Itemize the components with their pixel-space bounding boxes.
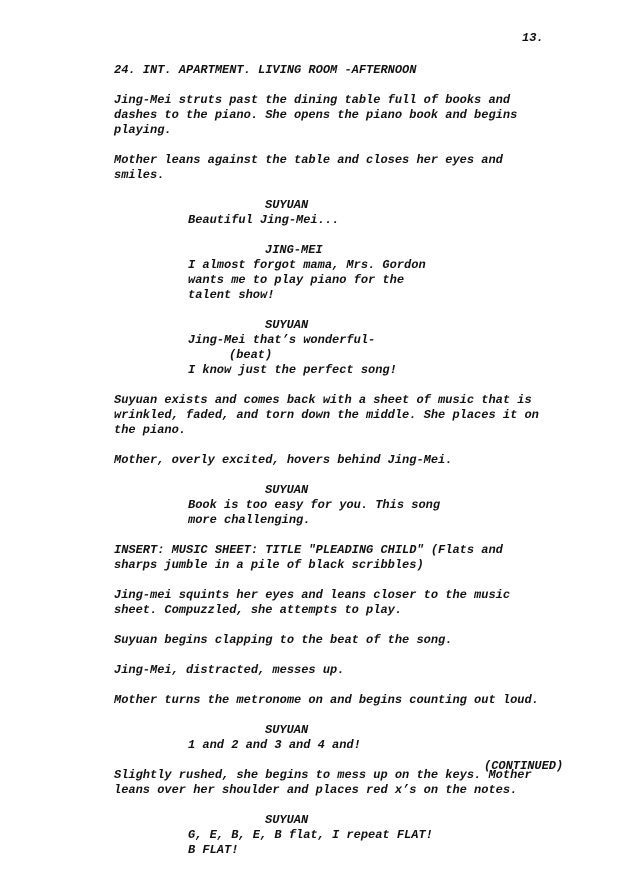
action-line: Mother turns the metronome on and begins counting out loud.	[114, 693, 539, 707]
action-line: Jing-Mei struts past the dining table full of books and dashes to the piano. She opens the piano book and begins playing.	[114, 93, 518, 137]
character-cue: SUYUAN	[265, 198, 309, 212]
parenthetical: (beat)	[229, 348, 273, 362]
dialogue: I almost forgot mama, Mrs. Gordon wants me to play piano for the talent show!	[188, 258, 426, 302]
dialogue: Jing-Mei that’s wonderful-	[188, 333, 376, 347]
character-cue: SUYUAN	[265, 483, 309, 497]
action-line: Mother leans against the table and closes her eyes and smiles.	[114, 153, 503, 182]
action-line: Mother, overly excited, hovers behind Jing-Mei.	[114, 453, 453, 467]
page-number: 13.	[522, 31, 544, 45]
action-line: Suyuan exists and comes back with a sheet of music that is wrinkled, faded, and torn down the middle. She places it on the piano.	[114, 393, 539, 437]
dialogue: Beautiful Jing-Mei...	[188, 213, 340, 227]
continued-marker: (CONTINUED)	[484, 759, 564, 773]
script-content	[114, 63, 574, 873]
character-cue: SUYUAN	[265, 813, 309, 827]
scene-heading: 24. INT. APARTMENT. LIVING ROOM -AFTERNOON	[114, 63, 417, 77]
dialogue: 1 and 2 and 3 and 4 and!	[188, 738, 361, 752]
dialogue: G, E, B, E, B flat, I repeat FLAT! B FLAT!	[188, 828, 433, 857]
action-line: Jing-mei squints her eyes and leans closer to the music sheet. Compuzzled, she attempts to play.	[114, 588, 511, 617]
character-cue: SUYUAN	[265, 318, 309, 332]
action-line: Slightly rushed, she begins to mess up on the keys. Mother leans over her shoulder and places red x’s on the notes.	[114, 768, 532, 797]
character-cue: JING-MEI	[265, 243, 323, 257]
action-line: Jing-Mei, distracted, messes up.	[114, 663, 345, 677]
action-line: Suyuan begins clapping to the beat of the song.	[114, 633, 453, 647]
action-line: INSERT: MUSIC SHEET: TITLE "PLEADING CHILD" (Flats and sharps jumble in a pile of black scribbles)	[114, 543, 503, 572]
dialogue: Book is too easy for you. This song more challenging.	[188, 498, 441, 527]
character-cue: SUYUAN	[265, 723, 309, 737]
dialogue: I know just the perfect song!	[188, 363, 397, 377]
